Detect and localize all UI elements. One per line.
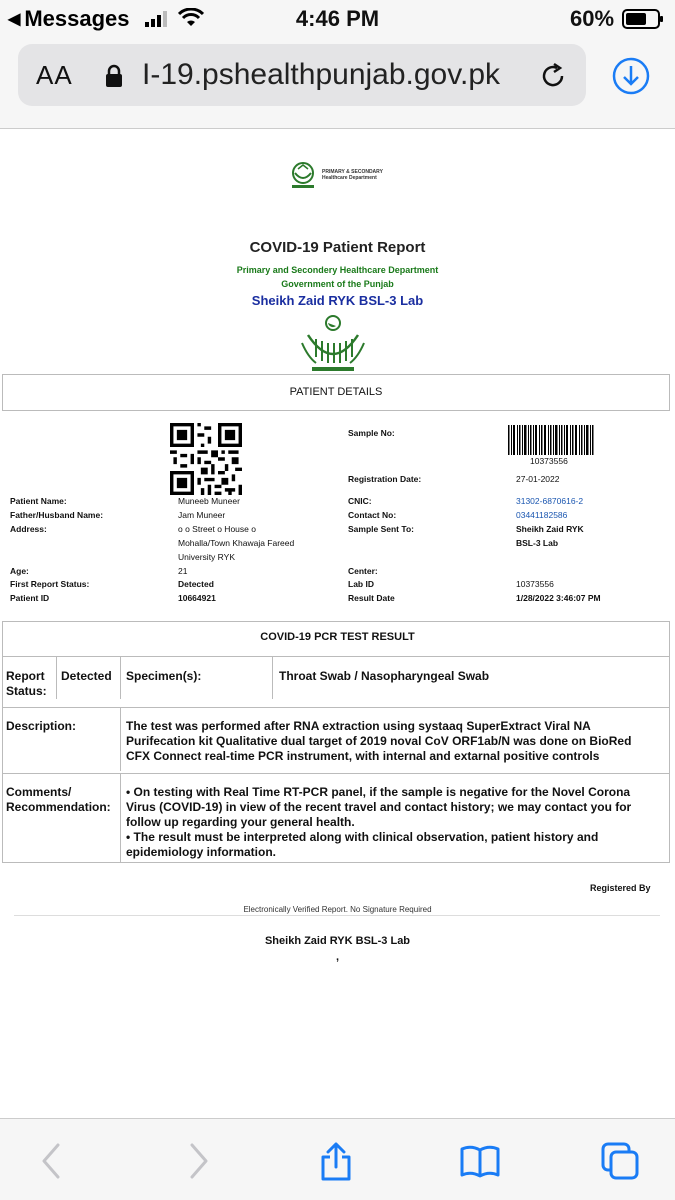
contact-label: Contact No: (348, 510, 397, 520)
footer-lab-name: Sheikh Zaid RYK BSL-3 Lab (264, 935, 411, 947)
result-date-label: Result Date (348, 593, 395, 603)
reader-settings-button[interactable] (36, 60, 73, 91)
father-name-value: Jam Muneer (178, 510, 226, 520)
url-text[interactable]: I-19.pshealthpunjab.gov.pk (142, 58, 501, 91)
address-bar[interactable] (18, 44, 586, 106)
clock-time: 4:46 PM (295, 6, 380, 31)
patient-id-label: Patient ID (10, 593, 50, 603)
age-label: Age: (10, 566, 29, 576)
back-label: Messages (24, 6, 130, 31)
share-icon[interactable] (316, 1141, 356, 1181)
bookmarks-icon[interactable] (458, 1141, 502, 1181)
back-triangle-icon: ◀ (8, 11, 21, 28)
qr-code (170, 423, 242, 495)
divider (14, 915, 660, 916)
divider (272, 656, 273, 699)
divider (120, 656, 121, 699)
reload-icon[interactable] (538, 61, 568, 91)
registration-date-label: Registration Date: (348, 474, 422, 484)
patient-details-header (2, 374, 670, 411)
father-name-label: Father/Husband Name: (10, 510, 104, 520)
lab-name: Sheikh Zaid RYK BSL-3 Lab (251, 293, 424, 308)
report-document (0, 128, 675, 1118)
status-bar (0, 0, 675, 40)
department-name: Primary and Secondery Healthcare Department (236, 265, 439, 275)
divider (120, 773, 121, 863)
lab-id-value: 10373556 (516, 579, 554, 589)
pcr-result-heading: COVID-19 PCR TEST RESULT (260, 631, 415, 643)
punjab-crest-logo (298, 313, 368, 373)
aa-label: AA (36, 60, 73, 90)
sample-sent-label: Sample Sent To: (348, 524, 414, 534)
sample-sent-line-1: Sheikh Zaid RYK (516, 524, 584, 534)
report-status-value: Detected (61, 669, 112, 683)
electronically-verified-note: Electronically Verified Report. No Signature Required (243, 905, 432, 914)
lock-icon (104, 64, 124, 88)
description-text: The test was performed after RNA extraction using systaaq SuperExtract Viral NA Purifecation kit Qualitative dual target of 2019 noval CoV ORF1ab/N was done on BioRed CFX Connect real-time PCR instrument, with internal and extarnal positive controls (126, 719, 632, 763)
report-title: COVID-19 Patient Report (249, 239, 426, 256)
tabs-icon[interactable] (600, 1141, 640, 1181)
sample-no-label: Sample No: (348, 428, 395, 438)
patient-name-value: Muneeb Muneer (178, 496, 240, 506)
cnic-value: 31302-6870616-2 (516, 496, 584, 506)
back-chevron-icon[interactable] (32, 1141, 72, 1181)
divider (2, 656, 670, 657)
footer-comma: , (336, 951, 340, 963)
punjab-health-logo-small (286, 159, 320, 191)
divider (2, 773, 670, 774)
description-label: Description: (6, 719, 77, 733)
specimen-label: Specimen(s): (126, 669, 202, 683)
address-line-1: o o Street o House o (178, 524, 256, 534)
comments-label: Comments/ Recommendation: (6, 785, 111, 814)
comments-text: • On testing with Real Time RT-PCR panel, if the sample is negative for the Novel Corona Virus (COVID-19) in view of the recent travel and contact history; we may contact you for follow up regarding your general health. • The result must be interpreted along with clinical observation, patient history and epidemiology information. (126, 785, 632, 859)
address-line-2: Mohalla/Town Khawaja Fareed (178, 538, 295, 548)
report-status-label: Report Status: (6, 669, 47, 698)
government-name: Government of the Punjab (281, 279, 394, 289)
downloads-icon[interactable] (612, 57, 650, 95)
divider (120, 707, 121, 771)
sample-sent-line-2: BSL-3 Lab (516, 538, 559, 548)
center-label: Center: (348, 566, 378, 576)
divider (2, 707, 670, 708)
browser-address-area (0, 40, 675, 128)
battery-percentage: 60% (570, 6, 615, 31)
specimen-value: Throat Swab / Nasopharyngeal Swab (279, 669, 490, 683)
registration-date-value: 27-01-2022 (516, 474, 560, 484)
first-report-status-value: Detected (178, 579, 214, 589)
forward-chevron-icon[interactable] (178, 1141, 218, 1181)
address-label: Address: (10, 524, 47, 534)
lab-id-label: Lab ID (348, 579, 374, 589)
patient-details-heading: PATIENT DETAILS (289, 386, 383, 398)
barcode (508, 425, 594, 455)
address-line-3: University RYK (178, 552, 235, 562)
browser-toolbar (0, 1118, 675, 1200)
first-report-status-label: First Report Status: (10, 579, 90, 589)
patient-id-value: 10664921 (178, 593, 216, 603)
divider (56, 656, 57, 699)
battery-icon (622, 9, 664, 29)
registered-by-label: Registered By (590, 883, 651, 893)
logo-small-text: PRIMARY & SECONDARY Healthcare Department (322, 169, 383, 181)
contact-value[interactable]: 03441182586 (516, 510, 568, 520)
result-date-value: 1/28/2022 3:46:07 PM (516, 593, 601, 603)
barcode-number: 10373556 (530, 456, 568, 466)
cnic-label: CNIC: (348, 496, 372, 506)
age-value: 21 (178, 566, 188, 576)
patient-name-label: Patient Name: (10, 496, 67, 506)
